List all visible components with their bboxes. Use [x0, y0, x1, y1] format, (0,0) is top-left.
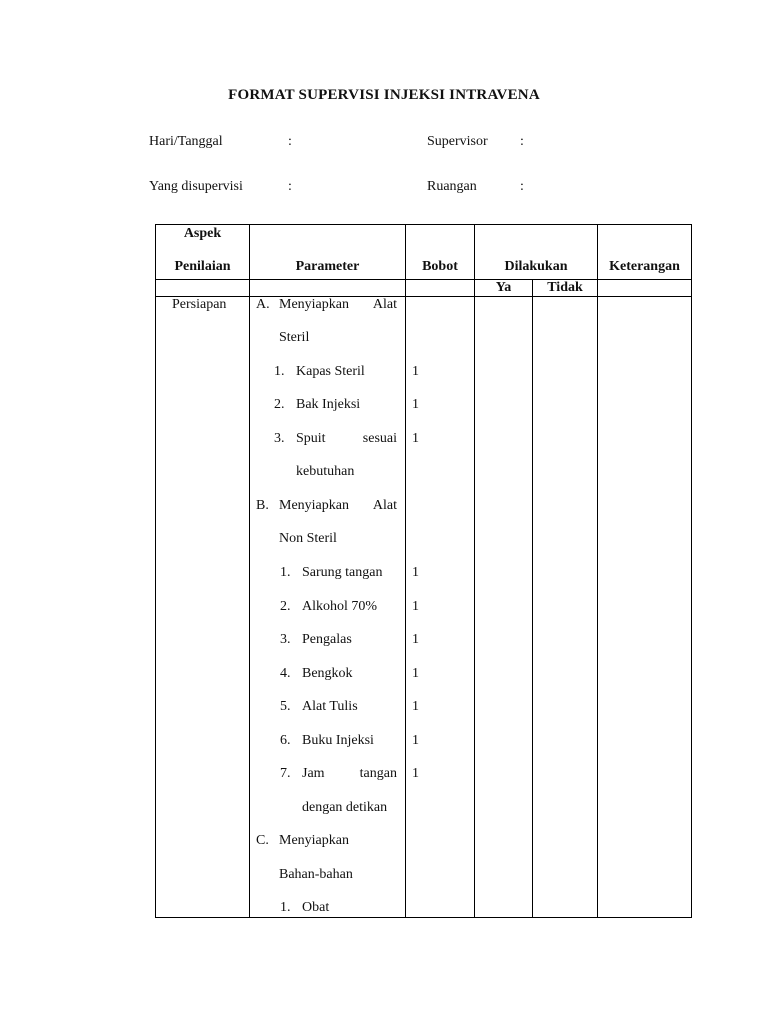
item-b1-num: 1.	[280, 565, 291, 580]
item-b5: Alat Tulis	[302, 699, 358, 714]
bobot-a1: 1	[412, 364, 419, 379]
section-a-word1: Menyiapkan	[279, 297, 349, 312]
bobot-cell	[406, 297, 475, 918]
item-a3-cont: kebutuhan	[296, 464, 355, 479]
hari-tanggal-colon: :	[288, 134, 292, 149]
ruangan-colon: :	[520, 179, 524, 194]
document-title: FORMAT SUPERVISI INJEKSI INTRAVENA	[228, 87, 540, 103]
header-dilakukan-label: Dilakukan	[504, 259, 568, 274]
hari-tanggal-label: Hari/Tanggal	[149, 134, 223, 149]
bobot-a2: 1	[412, 397, 419, 412]
header-parameter	[250, 225, 406, 280]
item-b6: Buku Injeksi	[302, 733, 374, 748]
section-c-letter: C.	[256, 833, 269, 848]
item-b1: Sarung tangan	[302, 565, 383, 580]
item-b3: Pengalas	[302, 632, 352, 647]
supervisor-label: Supervisor	[427, 134, 488, 149]
bobot-b5: 1	[412, 699, 419, 714]
item-a3-num: 3.	[274, 431, 285, 446]
subheader-empty-parameter	[250, 280, 406, 297]
header-bobot-label: Bobot	[422, 259, 458, 274]
item-b7	[302, 766, 397, 782]
header-bobot	[406, 225, 475, 280]
supervision-table	[155, 224, 692, 918]
subheader-empty-keterangan	[598, 280, 692, 297]
item-c1: Obat	[302, 900, 330, 915]
ruangan-label: Ruangan	[427, 179, 477, 194]
item-b2-num: 2.	[280, 599, 291, 614]
item-a3-word1: Spuit	[296, 431, 326, 446]
header-parameter-label: Parameter	[295, 259, 360, 274]
item-b7-cont: dengan detikan	[302, 800, 388, 815]
item-a1-num: 1.	[274, 364, 285, 379]
section-c-cont: Bahan-bahan	[279, 867, 353, 882]
ya-cell	[475, 297, 533, 918]
item-a3-word2: sesuai	[362, 431, 397, 446]
header-aspek-line2: Penilaian	[174, 259, 231, 274]
bobot-b7: 1	[412, 766, 419, 781]
parameter-cell	[250, 297, 406, 918]
section-b-letter: B.	[256, 498, 269, 513]
header-keterangan	[598, 225, 692, 280]
item-a2: Bak Injeksi	[296, 397, 361, 412]
header-dilakukan	[475, 225, 598, 280]
section-a-letter: A.	[256, 297, 270, 312]
bobot-b2: 1	[412, 599, 419, 614]
section-b-word2: Alat	[372, 498, 397, 513]
section-a-cont: Steril	[279, 330, 310, 345]
subheader-empty-aspek	[156, 280, 250, 297]
bobot-b1: 1	[412, 565, 419, 580]
header-aspek-penilaian	[156, 225, 250, 280]
subheader-ya: Ya	[475, 280, 533, 297]
header-keterangan-label: Keterangan	[609, 259, 680, 274]
section-b-heading	[279, 498, 397, 514]
bobot-b6: 1	[412, 733, 419, 748]
tidak-cell	[533, 297, 598, 918]
item-b2: Alkohol 70%	[302, 599, 378, 614]
item-b6-num: 6.	[280, 733, 291, 748]
bobot-a3: 1	[412, 431, 419, 446]
item-b7-word1: Jam	[302, 766, 325, 781]
item-b7-num: 7.	[280, 766, 291, 781]
section-a-word2: Alat	[372, 297, 397, 312]
bobot-b3: 1	[412, 632, 419, 647]
keterangan-cell	[598, 297, 692, 918]
subheader-tidak: Tidak	[533, 280, 598, 297]
item-a1: Kapas Steril	[296, 364, 365, 379]
item-b7-word2: tangan	[359, 766, 397, 781]
item-a2-num: 2.	[274, 397, 285, 412]
subheader-empty-bobot	[406, 280, 475, 297]
yang-disupervisi-colon: :	[288, 179, 292, 194]
section-c-word1: Menyiapkan	[279, 833, 349, 848]
section-a-heading	[279, 297, 397, 313]
item-b5-num: 5.	[280, 699, 291, 714]
aspek-cell	[156, 297, 250, 918]
aspek-persiapan: Persiapan	[172, 297, 227, 312]
item-b4: Bengkok	[302, 666, 353, 681]
supervisor-colon: :	[520, 134, 524, 149]
item-a3	[296, 431, 397, 447]
section-b-word1: Menyiapkan	[279, 498, 349, 513]
item-b3-num: 3.	[280, 632, 291, 647]
section-b-cont: Non Steril	[279, 531, 337, 546]
bobot-b4: 1	[412, 666, 419, 681]
item-c1-num: 1.	[280, 900, 291, 915]
item-b4-num: 4.	[280, 666, 291, 681]
yang-disupervisi-label: Yang disupervisi	[149, 179, 243, 194]
header-aspek-line1: Aspek	[183, 226, 222, 241]
